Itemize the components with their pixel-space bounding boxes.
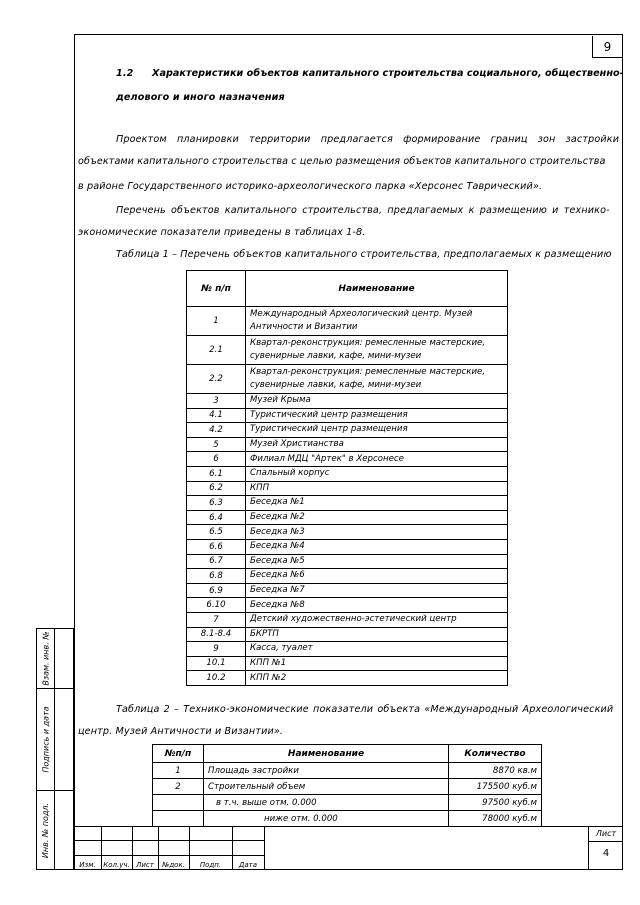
table-row xyxy=(187,598,508,613)
table-row xyxy=(187,612,508,627)
stamp-col-sign: Подп. xyxy=(199,861,222,869)
row-name: Квартал-реконструкция: ремесленные мастерские, сувенирные лавки, кафе, мини-музеи xyxy=(246,336,508,365)
table-row xyxy=(153,811,542,827)
row-name: Беседка №2 xyxy=(246,510,508,525)
row-number: 6 xyxy=(187,452,246,467)
stamp-col-sheet: Лист xyxy=(136,861,154,869)
row-number: 5 xyxy=(187,437,246,452)
row-number: 4.1 xyxy=(187,408,246,423)
row-number: 6.6 xyxy=(187,539,246,554)
table-row xyxy=(153,779,542,795)
row-number: 2.1 xyxy=(187,336,246,365)
paragraph2-line2: экономические показатели приведены в таблицах 1-8. xyxy=(78,227,366,238)
section-title-line1: Характеристики объектов капитального строительства социального, общественно- xyxy=(152,68,624,79)
sheet-box xyxy=(588,826,623,870)
row-number: 6.1 xyxy=(187,466,246,481)
row-name: Филиал МДЦ "Артек" в Херсонесе xyxy=(246,452,508,467)
table-row xyxy=(187,452,508,467)
row-number: 6.5 xyxy=(187,525,246,540)
table-row xyxy=(187,656,508,671)
table-row xyxy=(187,627,508,642)
row-name: Беседка №6 xyxy=(246,569,508,584)
row-number: 6.2 xyxy=(187,481,246,496)
page-number: 9 xyxy=(592,36,622,58)
row-number: 4.2 xyxy=(187,423,246,438)
row-name: КПП №1 xyxy=(246,656,508,671)
row-name: Беседка №8 xyxy=(246,598,508,613)
row-name: Музей Крыма xyxy=(246,394,508,409)
row-number: 9 xyxy=(187,642,246,657)
stamp-col-change: Изм. xyxy=(79,861,96,869)
side-label-signature: Подпись и дата xyxy=(41,706,51,773)
row-name: Спальный корпус xyxy=(246,466,508,481)
stamp-col-doc: №док. xyxy=(162,861,185,869)
row-number: 2.2 xyxy=(187,365,246,394)
row-number: 7 xyxy=(187,612,246,627)
row-quantity: 97500 куб.м xyxy=(449,795,542,811)
side-replacement-inv xyxy=(36,628,74,688)
row-name: Квартал-реконструкция: ремесленные мастерские, сувенирные лавки, кафе, мини-музеи xyxy=(246,365,508,394)
row-number: 6.7 xyxy=(187,554,246,569)
table-row xyxy=(187,394,508,409)
row-quantity: 78000 куб.м xyxy=(449,811,542,827)
row-number xyxy=(153,811,204,827)
paragraph1-line2: объектами капитального строительства с целью размещения объектов капитального строительства xyxy=(78,156,606,167)
sheet-label: Лист xyxy=(589,826,623,842)
table1-caption: Таблица 1 – Перечень объектов капитального строительства, предполагаемых к размещению xyxy=(116,249,612,260)
table2-caption-line2: центр. Музей Античности и Византии». xyxy=(78,726,284,737)
table-row xyxy=(153,763,542,779)
section-title-line2: делового и иного назначения xyxy=(116,92,285,103)
table-row xyxy=(187,642,508,657)
side-label-original: Инв. № подл. xyxy=(41,802,51,858)
row-name: Строительный объем xyxy=(204,779,449,795)
col-name-header: Наименование xyxy=(246,271,508,307)
stamp-col-date: Дата xyxy=(238,861,258,869)
indicators-table xyxy=(152,744,542,827)
row-name: Туристический центр размещения xyxy=(246,423,508,438)
table-row xyxy=(187,336,508,365)
row-number: 1 xyxy=(153,763,204,779)
row-name: Беседка №1 xyxy=(246,496,508,511)
row-number: 10.2 xyxy=(187,671,246,686)
row-name: Касса, туалет xyxy=(246,642,508,657)
table-row xyxy=(187,671,508,686)
row-name: Площадь застройки xyxy=(204,763,449,779)
table-row xyxy=(187,365,508,394)
row-number: 6.8 xyxy=(187,569,246,584)
col-number-header: №п/п xyxy=(153,745,204,763)
row-number: 6.3 xyxy=(187,496,246,511)
row-number: 6.10 xyxy=(187,598,246,613)
row-name: КПП №2 xyxy=(246,671,508,686)
row-name: Беседка №7 xyxy=(246,583,508,598)
table-row xyxy=(187,408,508,423)
paragraph1-line1: Проектом планировки территории предлагается формирование границ зон застройки xyxy=(116,134,620,145)
row-name: Беседка №4 xyxy=(246,539,508,554)
col-number-header: № п/п xyxy=(187,271,246,307)
row-name: Туристический центр размещения xyxy=(246,408,508,423)
row-name: Детский художественно-эстетический центр xyxy=(246,612,508,627)
row-name: КПП xyxy=(246,481,508,496)
row-name: Беседка №5 xyxy=(246,554,508,569)
row-name: в т.ч. выше отм. 0.000 xyxy=(204,795,449,811)
row-number xyxy=(153,795,204,811)
table-row xyxy=(187,423,508,438)
table-row xyxy=(187,539,508,554)
table-row xyxy=(187,496,508,511)
side-original-inv xyxy=(36,790,74,870)
row-name: ниже отм. 0.000 xyxy=(204,811,449,827)
table-row xyxy=(187,307,508,336)
table-row xyxy=(187,569,508,584)
table2-caption-line1: Таблица 2 – Технико-экономические показатели объекта «Международный Археологический xyxy=(116,704,614,715)
row-number: 6.9 xyxy=(187,583,246,598)
table-row xyxy=(187,554,508,569)
title-block xyxy=(74,826,623,870)
row-number: 2 xyxy=(153,779,204,795)
row-number: 1 xyxy=(187,307,246,336)
objects-table xyxy=(186,270,508,686)
row-number: 8.1-8.4 xyxy=(187,627,246,642)
row-quantity: 8870 кв.м xyxy=(449,763,542,779)
table-row xyxy=(153,795,542,811)
row-quantity: 175500 куб.м xyxy=(449,779,542,795)
row-number: 10.1 xyxy=(187,656,246,671)
paragraph1-line3: в районе Государственного историко-археологического парка «Херсонес Таврический». xyxy=(78,181,543,192)
row-name: Международный Археологический центр. Музей Античности и Византии xyxy=(246,307,508,336)
side-label-replacement: Взам. инв. № xyxy=(41,631,51,686)
row-name: Музей Христианства xyxy=(246,437,508,452)
sheet-number: 4 xyxy=(602,848,610,859)
table-row xyxy=(187,525,508,540)
table-row xyxy=(187,466,508,481)
row-number: 3 xyxy=(187,394,246,409)
table-row xyxy=(187,437,508,452)
table-row xyxy=(187,481,508,496)
stamp-col-count: Кол.уч. xyxy=(103,861,130,869)
row-name: Беседка №3 xyxy=(246,525,508,540)
section-number: 1.2 xyxy=(116,68,134,79)
col-quantity-header: Количество xyxy=(449,745,542,763)
table-row xyxy=(187,510,508,525)
paragraph2-line1: Перечень объектов капитального строительства, предлагаемых к размещению и технико- xyxy=(116,205,610,216)
col-name-header: Наименование xyxy=(204,745,449,763)
table-row xyxy=(187,583,508,598)
side-signature-date xyxy=(36,688,74,790)
row-name: БКРТП xyxy=(246,627,508,642)
row-number: 6.4 xyxy=(187,510,246,525)
